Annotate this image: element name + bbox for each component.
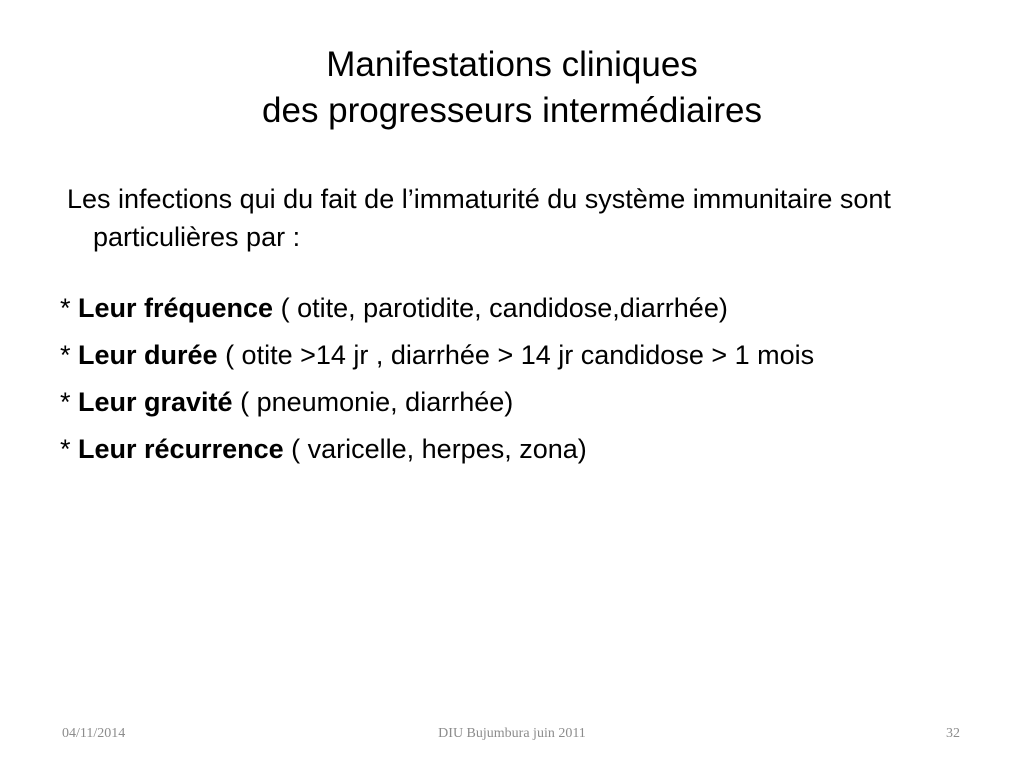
title-line-2: des progresseurs intermédiaires bbox=[262, 91, 762, 130]
bullet-duration bbox=[60, 336, 960, 374]
slide-body bbox=[60, 180, 960, 477]
bullet-frequency bbox=[60, 289, 960, 327]
bullet-detail: ( varicelle, herpes, zona) bbox=[283, 434, 587, 464]
footer-date: 04/11/2014 bbox=[62, 726, 126, 741]
bullet-detail: ( otite >14 jr , diarrhée > 14 jr candidose > 1 mois bbox=[217, 340, 815, 370]
slide-title bbox=[0, 42, 1024, 134]
bullet-detail: ( otite, parotidite, candidose,diarrhée) bbox=[273, 293, 728, 323]
bullet-heading: Leur fréquence bbox=[78, 293, 274, 323]
bullet-detail: ( pneumonie, diarrhée) bbox=[232, 387, 514, 417]
bullet-heading: Leur durée bbox=[78, 340, 218, 370]
intro-paragraph: Les infections qui du fait de l’immaturité du système immunitaire sont particulières par : bbox=[67, 184, 891, 252]
bullet-heading: Leur gravité bbox=[78, 387, 233, 417]
bullet-recurrence bbox=[60, 430, 960, 468]
footer-center-text: DIU Bujumbura juin 2011 bbox=[438, 726, 586, 741]
bullet-marker: * bbox=[60, 387, 79, 417]
footer-page-number: 32 bbox=[946, 726, 960, 741]
bullet-marker: * bbox=[60, 434, 79, 464]
bullet-marker: * bbox=[60, 340, 79, 370]
title-line-1: Manifestations cliniques bbox=[326, 45, 698, 84]
bullet-severity bbox=[60, 383, 960, 421]
bullet-heading: Leur récurrence bbox=[78, 434, 284, 464]
bullet-marker: * bbox=[60, 293, 79, 323]
